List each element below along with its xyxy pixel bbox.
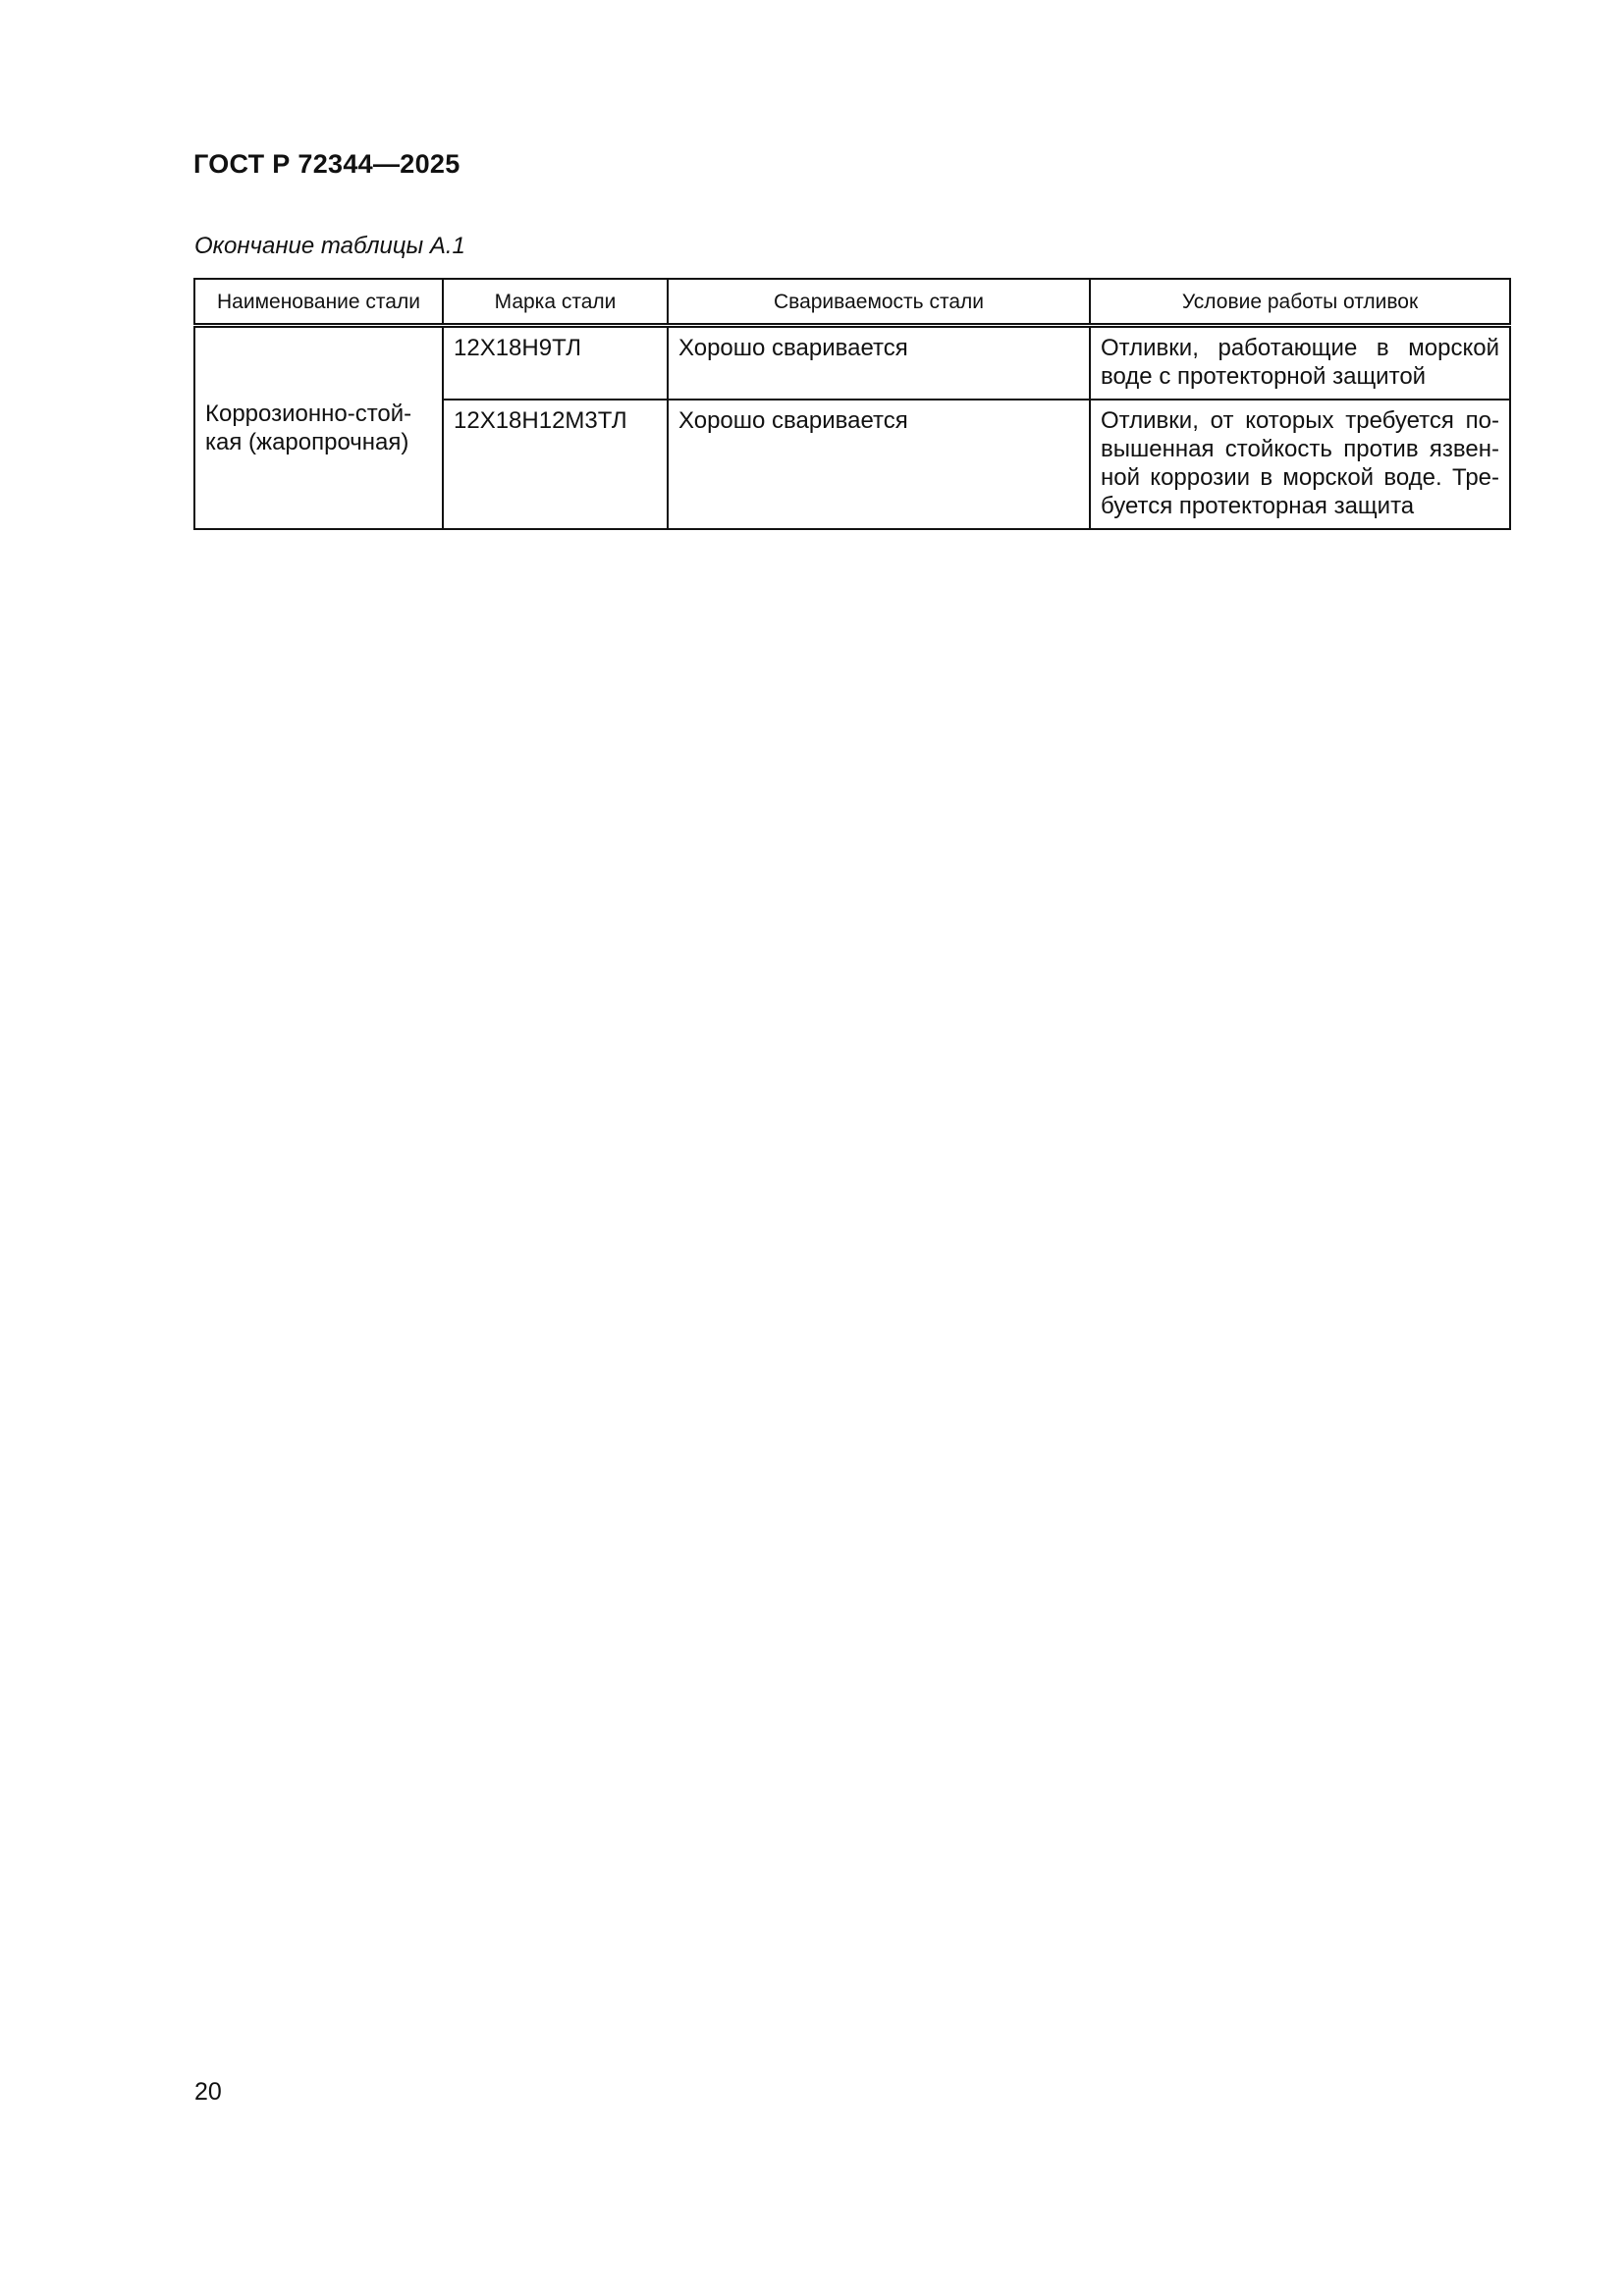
steel-grade-cell <box>443 400 668 529</box>
weldability-text: Хорошо сваривается <box>678 407 908 434</box>
steel-table <box>193 278 1511 530</box>
column-header-weldability: Свариваемость стали <box>668 279 1090 326</box>
steel-grade-text: 12Х18Н12М3ТЛ <box>454 407 627 434</box>
conditions-text: Отливки, работающие в морской воде с протекторной защитой <box>1101 335 1499 390</box>
conditions-text: Отливки, от которых требуется по-вышенная стойкость против язвен-ной коррозии в морской воде. Тре-буется протекторная защита <box>1101 407 1499 519</box>
steel-grade-cell <box>443 326 668 400</box>
column-header-casting-conditions: Условие работы отливок <box>1090 279 1510 326</box>
conditions-cell <box>1090 326 1510 400</box>
column-header-steel-name: Наименование стали <box>194 279 443 326</box>
steel-grade-text: 12Х18Н9ТЛ <box>454 335 581 361</box>
document-title: ГОСТ Р 72344—2025 <box>193 149 460 179</box>
table-header-row <box>194 279 1510 326</box>
steel-name-cell <box>194 326 443 530</box>
page-number: 20 <box>194 2078 222 2106</box>
weldability-cell <box>668 326 1090 400</box>
steel-name-text: Коррозионно-стой-кая (жаропрочная) <box>205 400 412 455</box>
weldability-cell <box>668 400 1090 529</box>
weldability-text: Хорошо сваривается <box>678 335 908 361</box>
table-row <box>194 326 1510 400</box>
table-caption: Окончание таблицы А.1 <box>194 233 465 259</box>
column-header-steel-grade: Марка стали <box>443 279 668 326</box>
conditions-cell <box>1090 400 1510 529</box>
